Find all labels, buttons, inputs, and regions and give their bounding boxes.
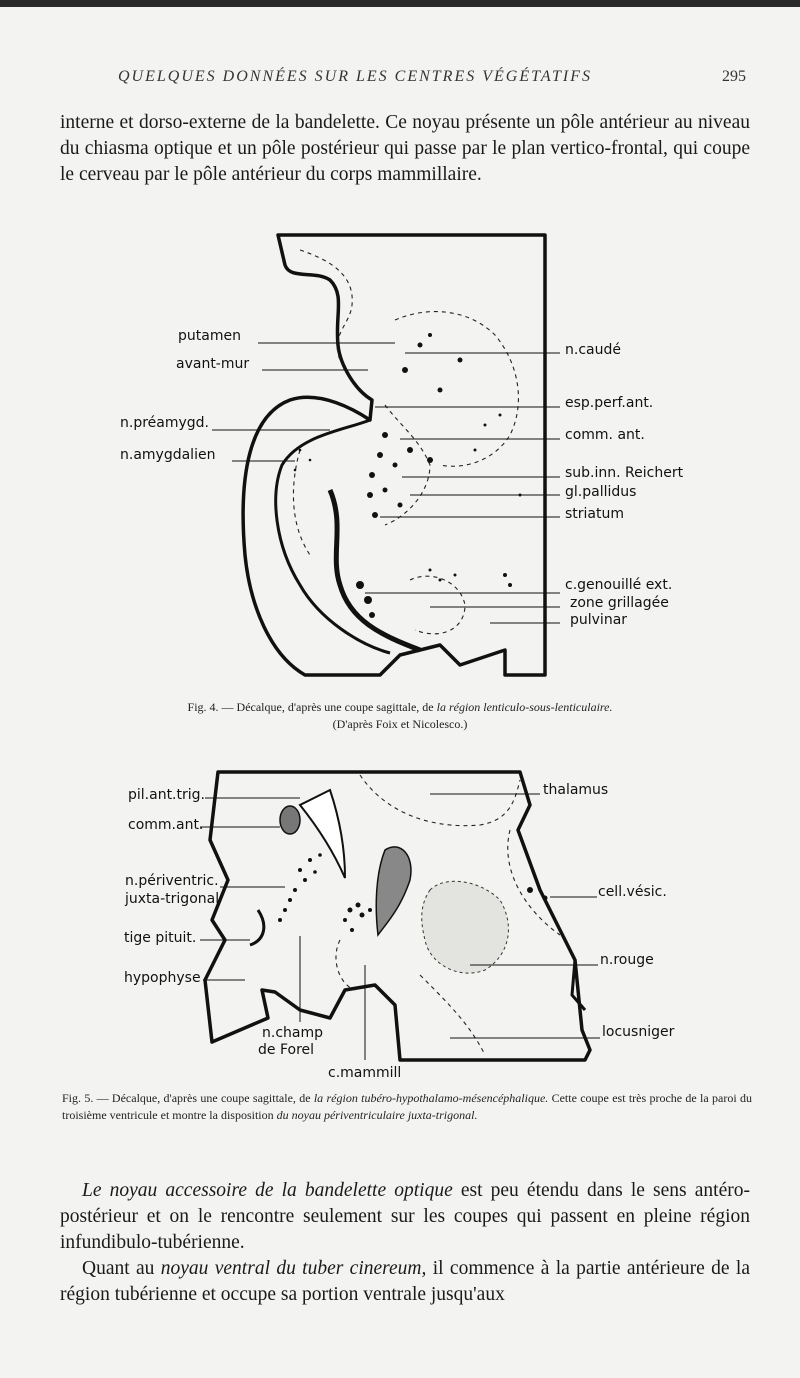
- running-head: QUELQUES DONNÉES SUR LES CENTRES VÉGÉTATIFS: [118, 68, 592, 85]
- label-zone-grillagee: zone grillagée: [570, 595, 669, 611]
- figure-4-caption-prefix: Fig. 4. — Décalque, d'après une coupe sagittale, de: [187, 700, 437, 714]
- label-sub-inn-reichert: sub.inn. Reichert: [565, 465, 684, 481]
- label-pulvinar: pulvinar: [570, 612, 628, 628]
- label-de-forel: de Forel: [258, 1042, 315, 1058]
- label-c-mammill: c.mammill: [328, 1065, 402, 1081]
- figure-5-caption-prefix: Fig. 5. — Décalque, d'après une coupe sagittale, de: [62, 1091, 314, 1105]
- paragraph-bandelette-italic: Le noyau accessoire de la bandelette optique: [82, 1180, 453, 1201]
- label-comm-ant: comm. ant.: [565, 427, 645, 443]
- paragraph-bandelette: [60, 1178, 750, 1256]
- label-n-caude: n.caudé: [565, 342, 621, 358]
- figure-4-caption: [80, 699, 720, 733]
- label-esp-perf-ant: esp.perf.ant.: [565, 395, 654, 411]
- label-tige-pituit: tige pituit.: [124, 930, 197, 946]
- label-cell-vesic: cell.vésic.: [598, 884, 667, 900]
- figure-5-drawing: [0, 760, 800, 1090]
- label-c-genouille-ext: c.genouillé ext.: [565, 577, 673, 593]
- paragraph-top-text: interne et dorso-externe de la bandelette. Ce noyau présente un pôle antérieur au niveau du chiasma optique et un pôle postérieur qui passe par le plan vertico-frontal, qui coupe le cerveau par le pôle antérieur du corps mammillaire.: [60, 112, 750, 185]
- label-comm-ant-5: comm.ant.: [128, 817, 204, 833]
- paragraph-top: [60, 110, 750, 188]
- figure-4-caption-italic: la région lenticulo-sous-lenticulaire.: [436, 700, 613, 714]
- figure-4-caption-credit: (D'après Foix et Nicolesco.): [332, 717, 468, 731]
- label-locusniger: locusniger: [602, 1024, 675, 1040]
- figure-5-caption: [62, 1090, 752, 1124]
- paragraph-tuber-text: il commence à la partie antérieure de la région tubérienne et occupe sa portion ventrale jusqu'aux: [60, 1258, 750, 1305]
- paragraph-bandelette-text: est peu étendu dans le sens antéro-postérieur et on le rencontre seulement sur les coupes qui passent en pleine région infundibulo-tubérienne.: [60, 1180, 750, 1253]
- figure-5-caption-italic-2: du noyau périventriculaire juxta-trigonal.: [276, 1108, 478, 1122]
- label-n-amygdalien: n.amygdalien: [120, 447, 216, 463]
- label-avant-mur: avant-mur: [176, 356, 250, 372]
- page-top-edge: [0, 0, 800, 7]
- figure-5: [0, 760, 800, 1145]
- label-thalamus: thalamus: [543, 782, 609, 798]
- label-putamen: putamen: [178, 328, 241, 344]
- label-gl-pallidus: gl.pallidus: [565, 484, 637, 500]
- paragraph-bottom: [60, 1178, 750, 1308]
- figure-4: [0, 225, 800, 745]
- label-striatum: striatum: [565, 506, 625, 522]
- label-pil-ant-trig: pil.ant.trig.: [128, 787, 205, 803]
- label-hypophyse: hypophyse: [124, 970, 201, 986]
- figure-5-caption-italic-1: la région tubéro-hypothalamo-mésencéphalique.: [313, 1091, 549, 1105]
- label-n-preamygd: n.préamygd.: [120, 415, 209, 431]
- label-n-champ: n.champ: [262, 1025, 323, 1041]
- label-n-periventric: n.périventric.: [125, 873, 219, 889]
- figure-5-caption-middle: Cette coupe est très proche de la paroi du troisième ventricule et montre la disposition: [62, 1091, 752, 1122]
- paragraph-tuber-start: Quant au: [82, 1258, 161, 1279]
- paragraph-tuber: [60, 1256, 750, 1308]
- label-juxta-trigonal: juxta-trigonal: [125, 891, 220, 907]
- paragraph-tuber-italic: noyau ventral du tuber cinereum,: [160, 1258, 427, 1279]
- page-number: 295: [722, 68, 746, 85]
- label-n-rouge: n.rouge: [600, 952, 654, 968]
